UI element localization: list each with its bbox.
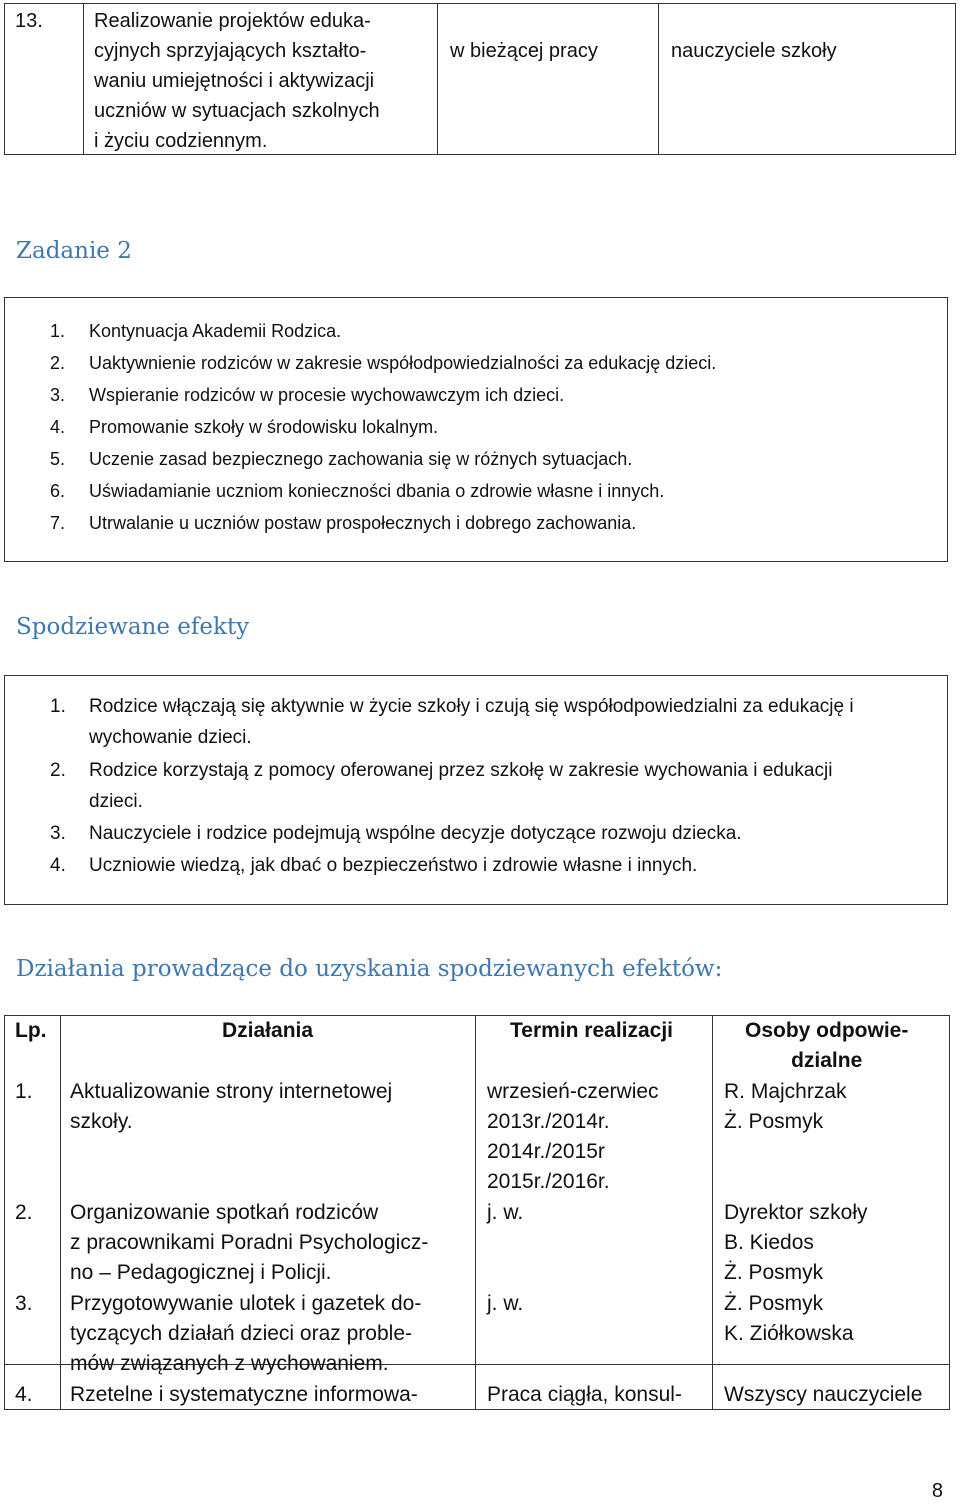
efekt-item-text: Rodzice korzystają z pomocy oferowanej przez szkołę w zakresie wychowania i edukacji [89,760,833,781]
header-lp: Lp. [15,1019,47,1042]
efekt-item-text-cont: wychowanie dzieci. [89,727,252,748]
row-number: 13. [15,10,43,32]
efekt-item-num: 1. [50,696,66,717]
row-osoby: Ż. Posmyk K. Ziółkowska [724,1292,854,1345]
row-termin: j. w. [487,1292,524,1315]
zadanie-item-text: Uświadamianie uczniom konieczności dbania o zdrowie własne i innych. [89,481,665,501]
header-termin: Termin realizacji [510,1019,674,1042]
row-termin: wrzesień-czerwiec 2013r./2014r. 2014r./2015r 2015r./2016r. [487,1080,659,1193]
efekty-heading: Spodziewane efekty [16,614,250,640]
header-osoby: Osoby odpowie- dzialne [745,1019,909,1072]
efekt-item-num: 4. [50,855,66,876]
row-osoby: R. Majchrzak Ż. Posmyk [724,1080,847,1133]
zadanie-item-num: 1. [50,321,66,341]
efekt-item-text: Nauczyciele i rodzice podejmują wspólne decyzje dotyczące rozwoju dziecka. [89,823,742,844]
row-dzialania: Aktualizowanie strony internetowej szkoły. [70,1080,393,1133]
zadanie-item-text: Uaktywnienie rodziców w zakresie współodpowiedzialności za edukację dzieci. [89,353,717,373]
row-dzialania: Przygotowywanie ulotek i gazetek do- tyczących działań dzieci oraz proble- mów związanych z wychowaniem. [70,1292,422,1375]
row-osoby: Dyrektor szkoły B. Kiedos Ż. Posmyk [724,1201,868,1284]
zadanie-item-text: Wspieranie rodziców w procesie wychowawczym ich dzieci. [89,385,565,405]
page-number: 8 [931,1480,943,1502]
zadanie-box [4,297,948,562]
row-termin: Praca ciągła, konsul- [487,1383,682,1406]
top-table-row [4,3,956,155]
row-term: w bieżącej pracy [450,40,598,62]
zadanie-item-num: 5. [50,449,66,469]
zadanie-item-text: Utrwalanie u uczniów postaw prospołecznych i dobrego zachowania. [89,513,637,533]
dzialania-table [4,1015,950,1410]
row-dzialania: Rzetelne i systematyczne informowa- [70,1383,418,1406]
zadanie-item-text: Kontynuacja Akademii Rodzica. [89,321,342,341]
row-lp: 4. [15,1383,33,1406]
efekt-item-text: Rodzice włączają się aktywnie w życie szkoły i czują się współodpowiedzialni za edukację i [89,696,854,717]
row-task: Realizowanie projektów eduka- cyjnych sprzyjających kształto- waniu umiejętności i aktywizacji uczniów w sytuacjach szkolnych i życiu codziennym. [94,10,380,152]
row-persons: nauczyciele szkoły [671,40,837,62]
zadanie-item-num: 2. [50,353,66,373]
efekt-item-text: Uczniowie wiedzą, jak dbać o bezpieczeństwo i zdrowie własne i innych. [89,855,698,876]
zadanie-item-text: Uczenie zasad bezpiecznego zachowania się w różnych sytuacjach. [89,449,633,469]
zadanie-item-num: 6. [50,481,66,501]
zadanie-heading: Zadanie 2 [16,238,132,264]
header-dzialania: Działania [222,1019,314,1042]
dzialania-heading: Działania prowadzące do uzyskania spodziewanych efektów: [16,956,723,982]
efekt-item-num: 3. [50,823,66,844]
zadanie-item-num: 3. [50,385,66,405]
row-osoby: Wszyscy nauczyciele [724,1383,923,1406]
row-dzialania: Organizowanie spotkań rodziców z pracownikami Poradni Psychologicz- no – Pedagogicznej i Policji. [70,1201,429,1284]
row-termin: j. w. [487,1201,524,1224]
efekty-box [4,675,948,905]
row-lp: 1. [15,1080,33,1103]
zadanie-item-num: 7. [50,513,66,533]
zadanie-item-num: 4. [50,417,66,437]
row-lp: 2. [15,1201,33,1224]
efekt-item-num: 2. [50,760,66,781]
zadanie-item-text: Promowanie szkoły w środowisku lokalnym. [89,417,439,437]
efekt-item-text-cont: dzieci. [89,791,143,812]
row-lp: 3. [15,1292,33,1315]
